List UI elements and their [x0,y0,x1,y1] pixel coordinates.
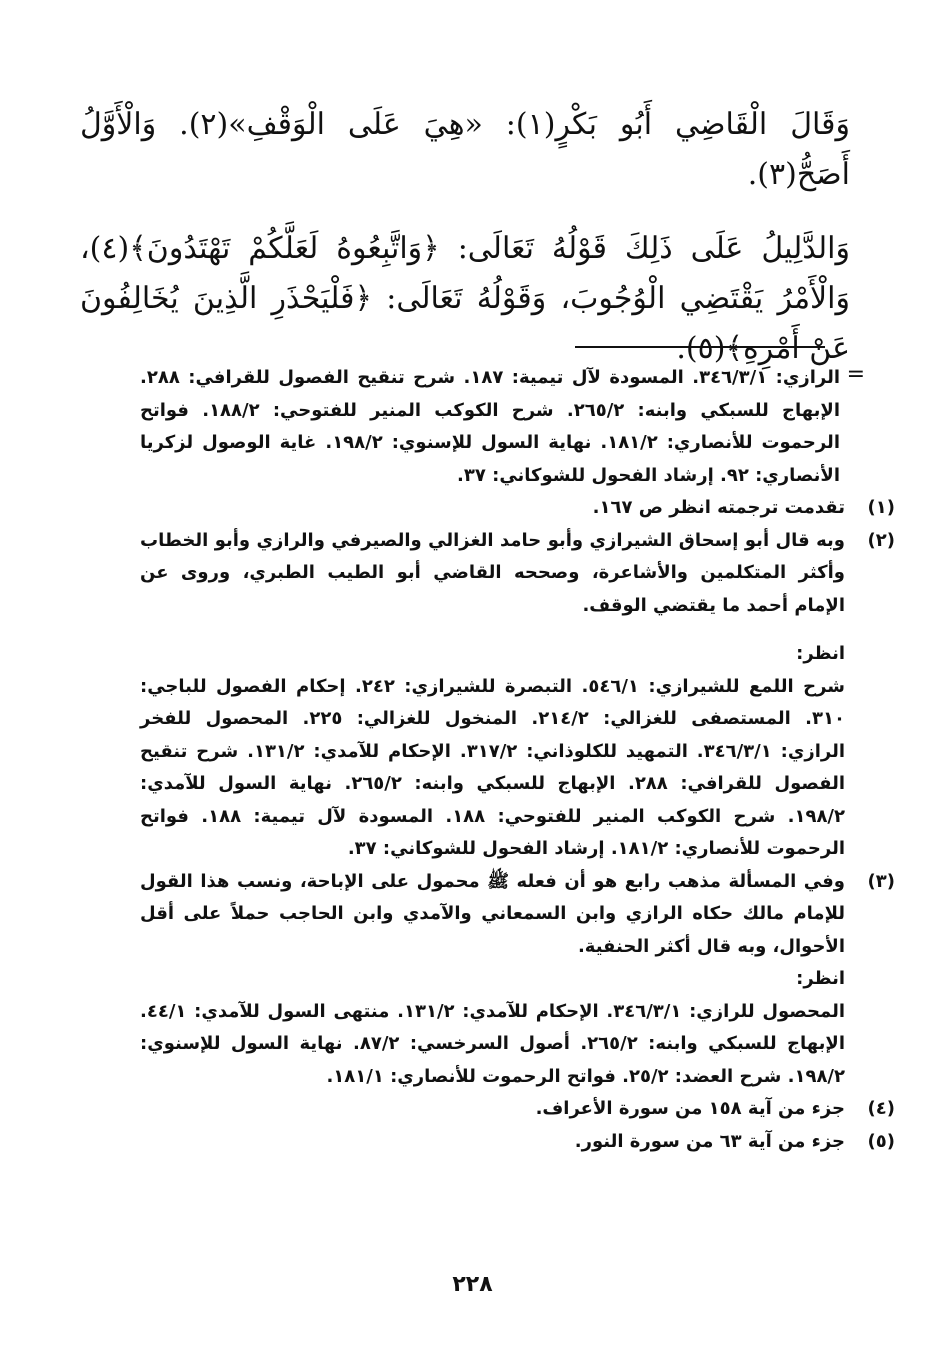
footnote-number: (٥) [867,1130,895,1152]
footnote-3 [140,866,895,1094]
footnote-text: وفي المسألة مذهب رابع هو أن فعله ﷺ محمول على الإباحة، ونسب هذا القول للإمام مالك حكاه الرازي وابن السمعاني والآمدي وابن الحاجب حملاً على أقل الأحوال، وبه قال أكثر الحنفية. [140,870,845,957]
footnotes [140,362,895,1158]
footnote-number: (٤) [867,1098,895,1119]
main-paragraph: وَقَالَ الْقَاضِي أَبُو بَكْرٍ(١): «هِيَ عَلَى الْوَقْفِ»(٢). وَالْأَوَّلُ أَصَحُّ(٣). [80,107,850,192]
footnote-4 [140,1093,895,1126]
footnote-5 [140,1126,895,1159]
footnote-references: المحصول للرازي: ٣٤٦/٣/١. الإحكام للآمدي: ١٣١/٢. منتهى السول للآمدي: ٤٤/١. الإبهاج للسبكي وابنه: ٢٦٥/٢. أصول السرخسي: ٨٧/٢. نهاية السول للإسنوي: ١٩٨/٢. شرح العضد: ٢٥/٢. فواتح الرحموت للأنصاري: ١٨١/١. [140,1000,846,1087]
footnote-1 [140,492,895,525]
footnote-divider [575,346,825,348]
footnote-see-label: انظر: [796,643,845,664]
main-paragraph: وَالدَّلِيلُ عَلَى ذَلِكَ قَوْلُهُ تَعَالَى: ﴿وَاتَّبِعُوهُ لَعَلَّكُمْ تَهْتَدُونَ﴾(٤)، وَالْأَمْرُ يَقْتَضِي الْوُجُوبَ، وَقَوْلُهُ تَعَالَى: ﴿فَلْيَحْذَرِ الَّذِينَ يُخَالِفُونَ عَنْ أَمْرِهِ﴾(٥). [80,231,850,366]
footnote-see-label: انظر: [796,968,845,989]
footnote-text: وبه قال أبو إسحاق الشيرازي وأبو حامد الغزالي والصيرفي والرازي وأبو الخطاب وأكثر المتكلمين والأشاعرة، وصححه القاضي أبو الطيب الطبري، وروى عن الإمام أحمد ما يقتضي الوقف. [140,529,845,616]
footnote-text: جزء من آية ٦٣ من سورة النور. [574,1130,845,1152]
footnote-references: شرح اللمع للشيرازي: ٥٤٦/١. التبصرة للشيرازي: ٢٤٢. إحكام الفصول للباجي: ٣١٠. المستصفى للغزالي: ٢١٤/٢. المنخول للغزالي: ٢٢٥. المحصول للفخر الرازي: ٣٤٦/٣/١. التمهيد للكلوذاني: ٣١٧/٢. الإحكام للآمدي: ١٣١/٢. شرح تنقيح الفصول للقرافي: ٢٨٨. الإبهاج للسبكي وابنه: ٢٦٥/٢. نهاية السول للآمدي: ١٩٨/٢. شرح الكوكب المنير للفتوحي: ١٨٨. المسودة لآل تيمية: ١٨٨. فواتح الرحموت للأنصاري: ١٨١/٢. إرشاد الفحول للشوكاني: ٣٧. [140,675,846,859]
footnote-continuation-mark: = [846,362,865,387]
footnote-text: جزء من آية ١٥٨ من سورة الأعراف. [535,1098,845,1119]
footnote-2 [140,525,895,866]
footnote-number: (٢) [867,529,895,551]
footnote-number: (١) [867,497,895,518]
page-number: ٢٢٨ [452,1272,493,1297]
footnote-text: تقدمت ترجمته انظر ص ١٦٧. [592,497,845,518]
footnote-number: (٣) [867,870,895,892]
footnote-continued: الرازي: ٣٤٦/٣/١. المسودة لآل تيمية: ١٨٧. شرح تنقيح الفصول للقرافي: ٢٨٨. الإبهاج للسبكي وابنه: ٢٦٥/٢. شرح الكوكب المنير للفتوحي: ١٨٨/٢. فواتح الرحموت للأنصاري: ١٨١/٢. نهاية السول للإسنوي: ١٩٨/٢. غاية الوصول لزكريا الأنصاري: ٩٢. إرشاد الفحول للشوكاني: ٣٧. [140,367,840,486]
main-text [80,100,850,374]
